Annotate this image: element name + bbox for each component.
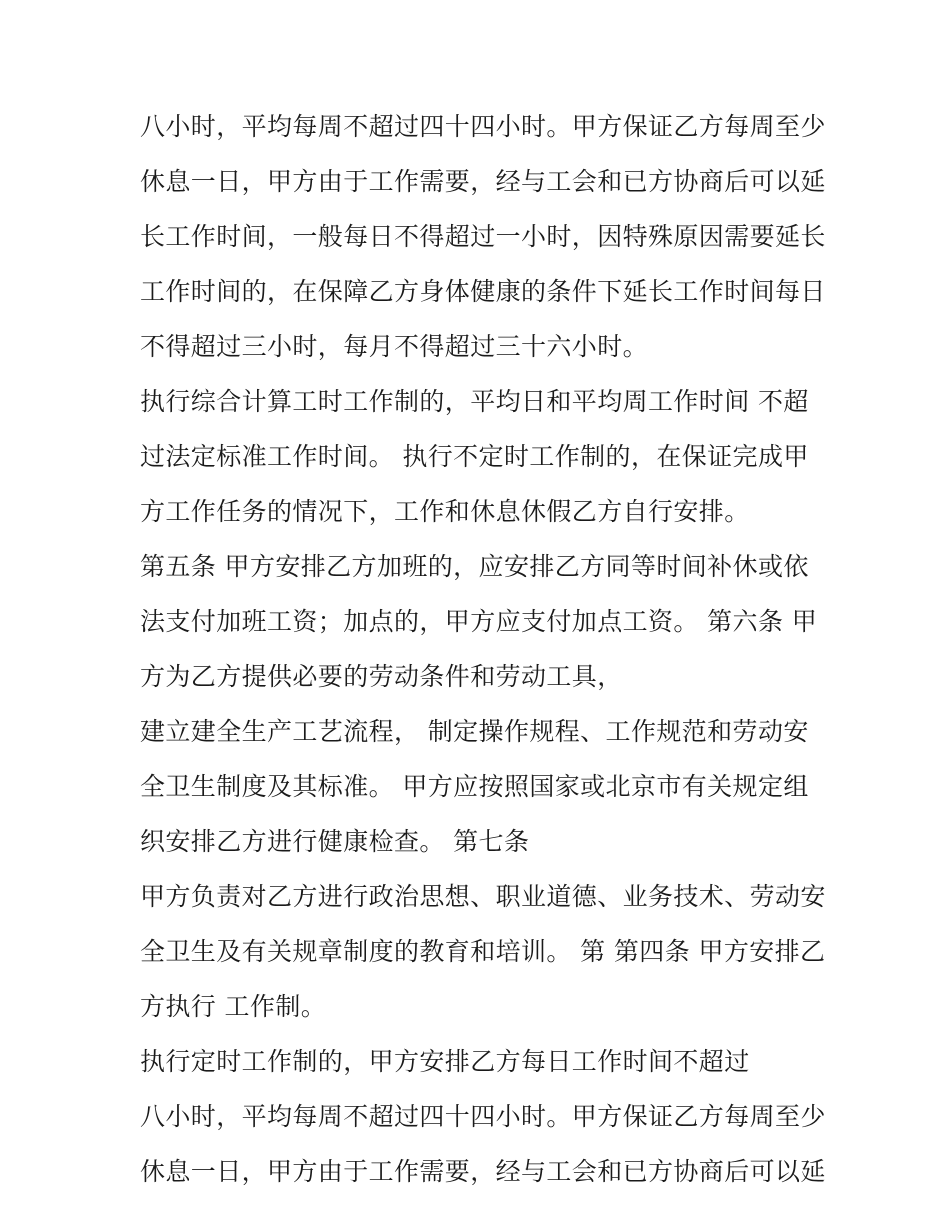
text-line: 八小时，平均每周不超过四十四小时。甲方保证乙方每周至少: [140, 112, 826, 141]
text-line: 过法定标准工作时间。 执行不定时工作制的，在保证完成甲: [140, 442, 809, 471]
text-line: 方工作任务的情况下，工作和休息休假乙方自行安排。: [140, 497, 750, 526]
text-line: 休息一日，甲方由于工作需要，经与工会和已方协商后可以延: [140, 167, 826, 196]
text-line: 织安排乙方进行健康检查。 第七条: [140, 827, 530, 856]
text-line: 建立建全生产工艺流程， 制定操作规程、工作规范和劳动安: [140, 717, 809, 746]
text-line: 休息一日，甲方由于工作需要，经与工会和已方协商后可以延: [140, 1157, 826, 1186]
text-line: 全卫生及有关规章制度的教育和培训。 第 第四条 甲方安排乙: [140, 937, 826, 966]
text-line: 法支付加班工资；加点的，甲方应支付加点工资。 第六条 甲: [140, 607, 818, 636]
text-line: 八小时，平均每周不超过四十四小时。甲方保证乙方每周至少: [140, 1102, 826, 1131]
text-line: 全卫生制度及其标准。 甲方应按照国家或北京市有关规定组: [140, 772, 809, 801]
text-line: 执行定时工作制的，甲方安排乙方每日工作时间不超过: [140, 1047, 750, 1076]
text-line: 方为乙方提供必要的劳动条件和劳动工具，: [140, 662, 623, 691]
text-line: 方执行 工作制。: [140, 992, 327, 1021]
text-line: 执行综合计算工时工作制的，平均日和平均周工作时间 不超: [140, 387, 809, 416]
text-line: 长工作时间，一般每日不得超过一小时，因特殊原因需要延长: [140, 222, 826, 251]
text-line: 第五条 甲方安排乙方加班的，应安排乙方同等时间补休或依: [140, 552, 809, 581]
text-line: 甲方负责对乙方进行政治思想、职业道德、业务技术、劳动安: [140, 882, 826, 911]
text-line: 不得超过三小时，每月不得超过三十六小时。: [140, 332, 649, 361]
text-line: 工作时间的，在保障乙方身体健康的条件下延长工作时间每日: [140, 277, 826, 306]
